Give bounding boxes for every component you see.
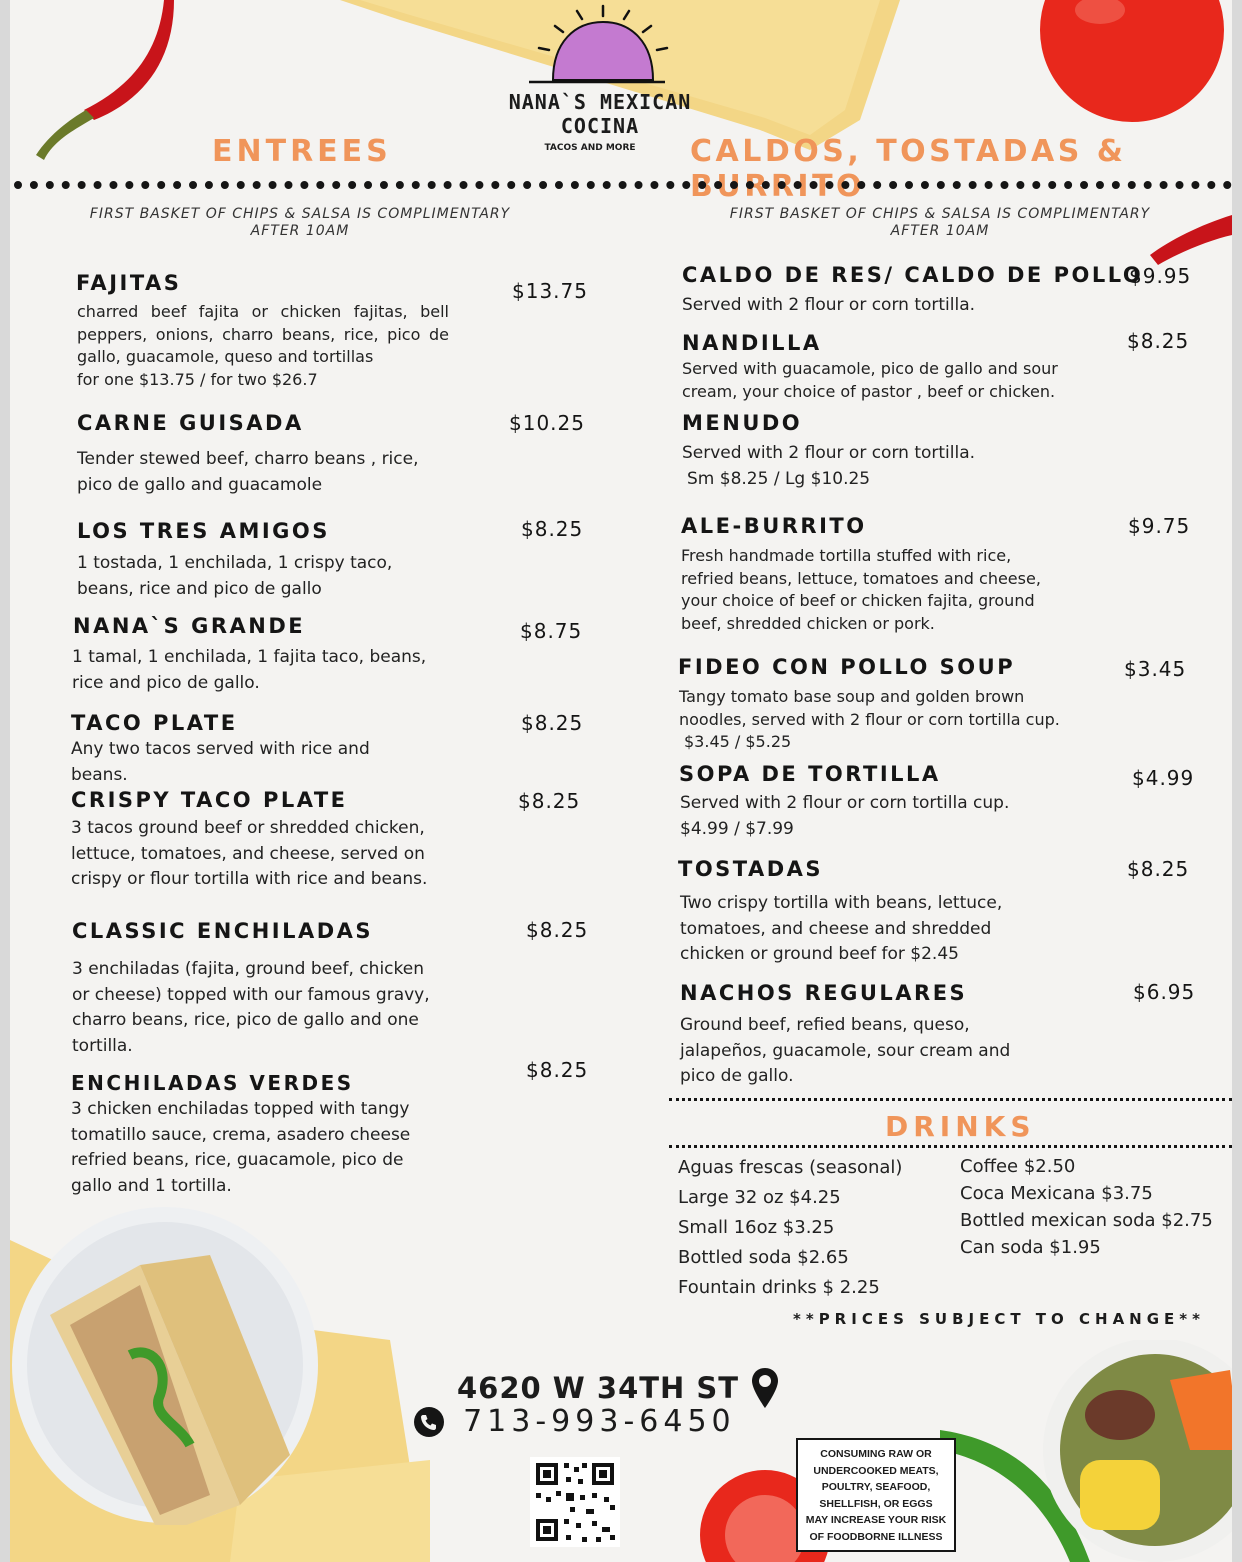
caldo-price: $3.45 [1124, 657, 1187, 681]
qr-code-image[interactable] [530, 1457, 620, 1547]
entree-desc: Tender stewed beef, charro beans , rice, pico de gallo and guacamole [77, 449, 419, 495]
logo-name-line2: COCINA [560, 114, 640, 138]
entree-name: LOS TRES AMIGOS [77, 519, 330, 543]
caldo-price: $6.95 [1133, 980, 1196, 1004]
caldo-name: FIDEO CON POLLO SOUP [678, 655, 1016, 679]
caldo-desc: Tangy tomato base soup and golden brown noodles, served with 2 flour or corn tortilla cup. [679, 687, 1060, 729]
phone [414, 1404, 736, 1439]
entree-desc: Any two tacos served with rice and beans. [71, 739, 370, 785]
entree-price: $8.75 [520, 619, 583, 643]
entree-price: $13.75 [512, 279, 588, 303]
drink-item: Coca Mexicana $3.75 [960, 1183, 1153, 1204]
caldo-desc-extra: Sm $8.25 / Lg $10.25 [687, 469, 871, 489]
entree-desc: 1 tostada, 1 enchilada, 1 crispy taco, beans, rice and pico de gallo [77, 553, 393, 599]
warning-line: SHELLFISH, OR EGGS [819, 1497, 933, 1510]
caldo-desc: Two crispy tortilla with beans, lettuce, tomatoes, and cheese and shredded chicken or ground beef for $2.45 [680, 893, 1003, 964]
entree-desc-extra: for one $13.75 / for two $26.7 [77, 370, 318, 389]
caldo-price: $9.75 [1128, 514, 1191, 538]
food-warning-box [796, 1438, 956, 1552]
entree-name: TACO PLATE [71, 711, 238, 735]
drink-item: Fountain drinks $ 2.25 [678, 1277, 880, 1298]
logo-tagline: TACOS AND MORE [544, 143, 636, 153]
drink-item: Aguas frescas (seasonal) [678, 1157, 903, 1178]
entree-desc: 3 tacos ground beef or shredded chicken, lettuce, tomatoes, and cheese, served on crispy or flour tortilla with rice and beans. [71, 818, 428, 889]
tacos-plate-image [10, 1205, 320, 1525]
entree-price: $8.25 [521, 517, 584, 541]
entree-price: $8.25 [526, 918, 589, 942]
warning-line: CONSUMING RAW OR [820, 1448, 932, 1460]
caldo-desc: Served with 2 flour or corn tortilla. [682, 295, 976, 315]
caldo-name: SOPA DE TORTILLA [679, 762, 941, 786]
drinks-heading: DRINKS [885, 1110, 1036, 1143]
drink-item: Bottled soda $2.65 [678, 1247, 849, 1268]
drinks-divider-bottom [669, 1145, 1232, 1148]
caldo-price: $8.25 [1127, 857, 1190, 881]
entree-name: CARNE GUISADA [77, 411, 304, 435]
entree-desc: 3 chicken enchiladas topped with tangy tomatillo sauce, crema, asadero cheese refried beans, rice, guacamole, pico de gallo and 1 tortilla. [71, 1099, 411, 1196]
tomato-image [1040, 0, 1232, 125]
chips-note-left [70, 206, 530, 240]
top-dotted-divider [14, 181, 1232, 189]
drink-item: Can soda $1.95 [960, 1237, 1101, 1258]
caldo-price: $8.25 [1127, 329, 1190, 353]
entree-price: $8.25 [518, 789, 581, 813]
drink-item: Large 32 oz $4.25 [678, 1187, 841, 1208]
drink-item: Coffee $2.50 [960, 1156, 1076, 1177]
caldo-name: NANDILLA [682, 331, 822, 355]
chips-note-right [710, 206, 1170, 240]
caldo-desc: Fresh handmade tortilla stuffed with rice, refried beans, lettuce, tomatoes and cheese, your choice of beef or chicken fajita, ground beef, shredded chicken or pork. [681, 546, 1041, 633]
warning-line: POULTRY, SEAFOOD, [821, 1481, 931, 1493]
chips-note-left-line1: FIRST BASKET OF CHIPS & SALSA IS COMPLIMENTARY [89, 206, 511, 222]
soup-bowl-image [1040, 1340, 1232, 1562]
caldo-desc-extra: $3.45 / $5.25 [684, 732, 792, 751]
caldo-name: MENUDO [682, 411, 803, 435]
entree-price: $10.25 [509, 411, 585, 435]
entree-price: $8.25 [521, 711, 584, 735]
drinks-list-right [960, 1153, 1213, 1261]
entree-price: $8.25 [526, 1058, 589, 1082]
red-pepper-image [24, 0, 194, 165]
entree-name: NANA`S GRANDE [73, 614, 306, 638]
warning-line: OF FOODBORNE ILLNESS [809, 1530, 943, 1543]
entree-name: FAJITAS [76, 271, 182, 295]
chips-note-left-line2: AFTER 10AM [250, 223, 350, 239]
logo-name-line1: NANA`S MEXICAN [508, 90, 692, 114]
chips-note-right-line1: FIRST BASKET OF CHIPS & SALSA IS COMPLIMENTARY [729, 206, 1151, 222]
caldo-price: $9.95 [1129, 264, 1192, 288]
phone-number: 713-993-6450 [463, 1404, 736, 1439]
caldo-desc: Ground beef, refied beans, queso, jalapeños, guacamole, sour cream and pico de gallo. [680, 1015, 1011, 1086]
address-text: 4620 W 34TH ST [457, 1371, 740, 1405]
caldo-desc: Served with 2 flour or corn tortilla. [682, 443, 976, 463]
caldo-name: NACHOS REGULARES [680, 981, 968, 1005]
entree-desc: 1 tamal, 1 enchilada, 1 fajita taco, beans, rice and pico de gallo. [72, 647, 427, 693]
drink-item: Small 16oz $3.25 [678, 1217, 835, 1238]
entree-name: ENCHILADAS VERDES [71, 1071, 354, 1095]
caldo-price: $4.99 [1132, 766, 1195, 790]
entree-desc: 3 enchiladas (fajita, ground beef, chicken or cheese) topped with our famous gravy, charro beans, rice, pico de gallo and one tortilla. [72, 959, 430, 1056]
warning-line: MAY INCREASE YOUR RISK [805, 1514, 947, 1526]
caldo-name: CALDO DE RES/ CALDO DE POLLO [682, 263, 1144, 287]
caldo-desc: Served with guacamole, pico de gallo and sour cream, your choice of pastor , beef or chicken. [682, 359, 1058, 401]
drinks-divider-top [669, 1098, 1232, 1101]
chips-note-right-line2: AFTER 10AM [890, 223, 990, 239]
entrees-heading: ENTREES [212, 134, 392, 169]
entree-name: CLASSIC ENCHILADAS [72, 919, 374, 943]
prices-note: **PRICES SUBJECT TO CHANGE** [793, 1310, 1205, 1328]
logo [510, 2, 680, 90]
menu-page [10, 0, 1232, 1562]
caldo-desc: Served with 2 flour or corn tortilla cup. [680, 793, 1010, 813]
caldos-heading: CALDOS, TOSTADAS & BURRITO [690, 134, 1127, 204]
drinks-list-left [678, 1153, 902, 1303]
caldo-name: ALE-BURRITO [681, 514, 867, 538]
caldo-name: TOSTADAS [678, 857, 824, 881]
entree-desc: charred beef fajita or chicken fajitas, bell peppers, onions, charro beans, rice, pico de gallo, guacamole, queso and tortillas [77, 302, 449, 366]
drink-item: Bottled mexican soda $2.75 [960, 1210, 1213, 1231]
entree-name: CRISPY TACO PLATE [71, 788, 348, 812]
taco-logo-icon [515, 2, 675, 90]
caldo-desc-extra: $4.99 / $7.99 [680, 819, 794, 839]
phone-icon [414, 1407, 444, 1437]
location-pin-icon [750, 1366, 780, 1410]
warning-line: UNDERCOOKED MEATS, [813, 1464, 939, 1477]
